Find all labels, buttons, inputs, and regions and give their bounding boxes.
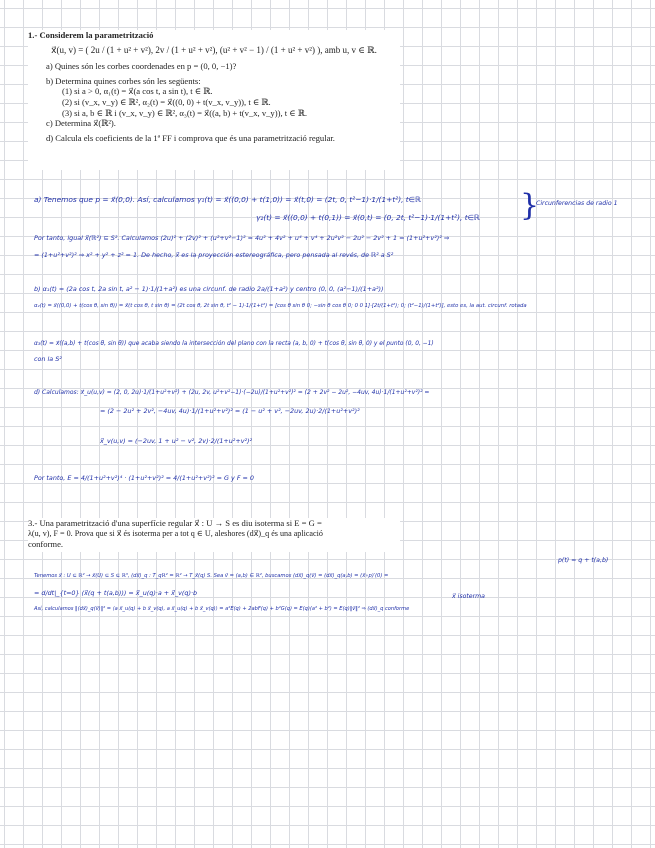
problem-1-item-b: b) Determina quines corbes són les següents: <box>46 75 201 86</box>
problem-3-line-2: λ(u, v), F = 0. Prova que si x⃗ és isoterma per a tot q ∈ U, aleshores (dx⃗)_q és una aplicació <box>28 528 323 538</box>
answer-3-line-3: Así, calculamos ‖(dx⃗)_q(v⃗)‖² = ⟨a x⃗_u(q) + b x⃗_v(q), a x⃗_u(q) + b x⃗_v(q)⟩ = a²E(q) + 2abF(q) + b²G(q) = E(q)(a² + b²) = E(q)‖v⃗‖² ⇒ (dx⃗)_q conforme <box>34 606 410 612</box>
answer-a-note: Circunferencias de radio 1 <box>536 200 618 207</box>
answer-3-note-2: x⃗ isoterma <box>452 593 485 600</box>
answer-a-line-2: γ₂(t) = x⃗((0,0) + t(0,1)) = x⃗(0,t) = (0, 2t, t²−1)·1/(1+t²), t∈ℝ <box>256 213 480 222</box>
answer-b-line-1: b) α₁(t) = (2a cos t, 2a sin t, a² − 1)·1/(1+a²) es una circunf. de radio 2a/(1+a²) y centro (0, 0, (a²−1)/(1+a²)) <box>34 285 384 293</box>
problem-1-formula: x⃗(u, v) = ( 2u / (1 + u² + v²), 2v / (1 + u² + v²), (u² + v² − 1) / (1 + u² + v²) ), amb u, v ∈ ℝ. <box>51 44 377 55</box>
answer-d-line-3: x⃗_v(u,v) = (−2uv, 1 + u² − v², 2v)·2/(1+u²+v²)² <box>100 437 253 445</box>
problem-1-item-a: a) Quines són les corbes coordenades en p = (0, 0, −1)? <box>46 61 237 72</box>
problem-1-heading: 1.- Considerem la parametrització <box>28 30 154 40</box>
problem-1-item-d: d) Calcula els coeficients de la 1ª FF i comprova que és una parametrització regular. <box>46 132 335 143</box>
brace-symbol: } <box>520 188 540 223</box>
answer-d-line-1: d) Calculamos: x⃗_u(u,v) = (2, 0, 2u)·1/(1+u²+v²) + (2u, 2v, u²+v²−1)·(−2u)/(1+u²+v²)² = (2 + 2v² − 2u², −4uv, 4u)·1/(1+u²+v²)² = <box>34 389 430 396</box>
problem-1-statement <box>28 30 400 170</box>
answer-3-line-1: Tenemos x⃗ : U ⊆ ℝ² → x⃗(U) ⊆ S ⊆ ℝ³, (dx⃗)_q : T_qℝ² = ℝ² → T_x⃗(q) S. Sea v⃗ = (a,b) ∈ ℝ², buscamos (dx⃗)_q(v⃗) = (dx⃗)_q(a,b) = (x⃗∘p)′(0) = <box>34 573 389 579</box>
answer-b-line-4: con la S² <box>34 355 62 363</box>
problem-1-item-b1: (1) si a > 0, α₁(t) = x⃗(a cos t, a sin t), t ∈ ℝ. <box>62 86 213 97</box>
problem-3-line-1: 3.- Una parametrització d'una superfície regular x⃗ : U → S es diu isoterma si E = G = <box>28 518 322 528</box>
answer-3-note-1: p(t) = q + t(a,b) <box>558 557 609 564</box>
problem-1-item-b3: (3) si a, b ∈ ℝ i (v_x, v_y) ∈ ℝ², α₃(t) = x⃗((a, b) + t(v_x, v_y)), t ∈ ℝ. <box>62 107 308 118</box>
problem-1-item-b2: (2) si (v_x, v_y) ∈ ℝ², α₂(t) = x⃗((0, 0) + t(v_x, v_y)), t ∈ ℝ. <box>62 96 271 107</box>
answer-3-line-2: = d/dt|_{t=0} (x⃗(q + t(a,b))) = x⃗_u(q)·a + x⃗_v(q)·b <box>34 589 198 597</box>
problem-3-line-3: conforme. <box>28 539 64 550</box>
problem-1-item-c: c) Determina x⃗(ℝ²). <box>46 118 116 129</box>
answer-b-line-2: α₂(t) = x⃗((0,0) + t(cos θ, sin θ)) = x⃗(t cos θ, t sin θ) = (2t cos θ, 2t sin θ, t² − 1)·1/(1+t²) = [cos θ sin θ 0; −sin θ cos θ 0; 0 0 1]·[2t/(1+t²); 0; (t²−1)/(1+t²)], esto es, la aut. circunf. rotada <box>34 303 527 309</box>
problem-3-statement <box>28 518 400 552</box>
answer-d-line-2: = (2 − 2u² + 2v², −4uv, 4u)·1/(1+u²+v²)² = (1 − u² + v², −2uv, 2u)·2/(1+u²+v²)² <box>100 407 360 415</box>
answer-a-line-1: a) Tenemos que p = x⃗(0,0). Así, calculamos γ₁(t) = x⃗((0,0) + t(1,0)) = x⃗(t,0) = (2t, 0, t²−1)·1/(1+t²), t∈ℝ <box>34 195 421 204</box>
answer-b-line-3: α₃(t) = x⃗((a,b) + t(cos θ, sin θ)) que acaba siendo la intersección del plano con la recta (a, b, 0) + t(cos θ, sin θ, 0) y el punto (0, 0, −1) <box>34 341 434 347</box>
answer-c-line-1: Por tanto, igual x⃗(ℝ²) ⊆ S². Calculamos (2u)² + (2v)² + (u²+v²−1)² = 4u² + 4v² + u⁴ + v⁴ + 2u²v² − 2u² − 2v² + 1 = (1+u²+v²)² ⇒ <box>34 234 450 242</box>
answer-c-line-2: = (1+u²+v²)² ⇒ x² + y² + z² = 1. De hecho, x⃗ es la proyección estereográfica, pero pensada al revés, de ℝ² a S² <box>34 251 394 259</box>
answer-d-line-4: Por tanto, E = 4/(1+u²+v²)⁴ · (1+u²+v²)² = 4/(1+u²+v²)² = G y F = 0 <box>34 474 254 482</box>
